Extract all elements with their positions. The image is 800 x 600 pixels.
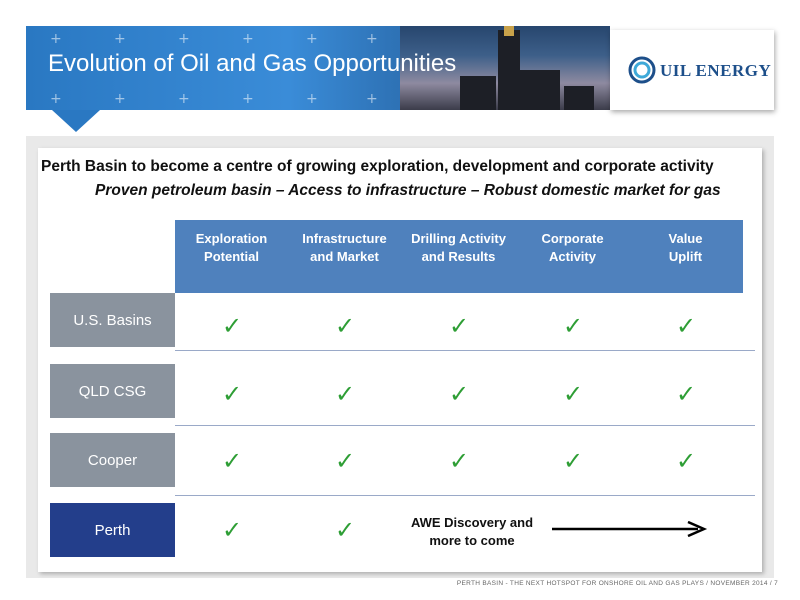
check-icon: ✓ — [448, 447, 470, 475]
column-header-infrastructure: Infrastructure and Market — [302, 231, 387, 264]
column-header-value: Value Uplift — [668, 231, 703, 264]
check-icon: ✓ — [334, 312, 356, 340]
check-icon: ✓ — [675, 312, 697, 340]
row-label-cooper: Cooper — [50, 433, 175, 487]
check-icon: ✓ — [221, 312, 243, 340]
check-icon: ✓ — [221, 380, 243, 408]
page-footer: PERTH BASIN - THE NEXT HOTSPOT FOR ONSHORE OIL AND GAS PLAYS / NOVEMBER 2014 / 7 — [456, 580, 778, 587]
plus-decoration-icon: + — [178, 31, 190, 47]
plus-decoration-icon: + — [114, 91, 126, 107]
plus-decoration-icon: + — [242, 91, 254, 107]
plus-decoration-icon: + — [306, 91, 318, 107]
plus-decoration-icon: + — [366, 31, 378, 47]
company-logo — [610, 30, 774, 110]
section-tagline: Proven petroleum basin – Access to infrastructure – Robust domestic market for gas — [95, 182, 721, 199]
check-icon: ✓ — [221, 516, 243, 544]
check-icon: ✓ — [334, 516, 356, 544]
logo-text: UIL ENERGY — [660, 61, 772, 80]
header-pointer — [52, 110, 100, 132]
check-icon: ✓ — [448, 312, 470, 340]
column-header-exploration: Exploration Potential — [195, 231, 268, 264]
perth-note: AWE Discovery and more to come — [410, 515, 534, 548]
column-header-drilling: Drilling Activity and Results — [411, 231, 506, 264]
plus-decoration-icon: + — [178, 91, 190, 107]
check-icon: ✓ — [334, 380, 356, 408]
check-icon: ✓ — [448, 380, 470, 408]
section-subtitle: Perth Basin to become a centre of growing exploration, development and corporate activity — [41, 158, 714, 175]
column-header-corporate: Corporate Activity — [541, 231, 604, 264]
plus-decoration-icon: + — [114, 31, 126, 47]
plus-decoration-icon: + — [50, 91, 62, 107]
row-label-qld-csg: QLD CSG — [50, 364, 175, 418]
plus-decoration-icon: + — [366, 91, 378, 107]
row-divider — [175, 425, 755, 426]
check-icon: ✓ — [562, 447, 584, 475]
table-header — [175, 220, 743, 293]
logo-swirl-icon — [628, 56, 656, 84]
check-icon: ✓ — [334, 447, 356, 475]
row-label-perth: Perth — [50, 503, 175, 557]
plus-decoration-icon: + — [306, 31, 318, 47]
plus-decoration-icon: + — [50, 31, 62, 47]
row-label-us-basins: U.S. Basins — [50, 293, 175, 347]
page-title: Evolution of Oil and Gas Opportunities — [48, 50, 457, 77]
row-divider — [175, 495, 755, 496]
row-divider — [175, 350, 755, 351]
check-icon: ✓ — [562, 380, 584, 408]
plus-decoration-icon: + — [242, 31, 254, 47]
check-icon: ✓ — [675, 447, 697, 475]
check-icon: ✓ — [675, 380, 697, 408]
check-icon: ✓ — [562, 312, 584, 340]
right-arrow-icon — [552, 521, 708, 537]
check-icon: ✓ — [221, 447, 243, 475]
